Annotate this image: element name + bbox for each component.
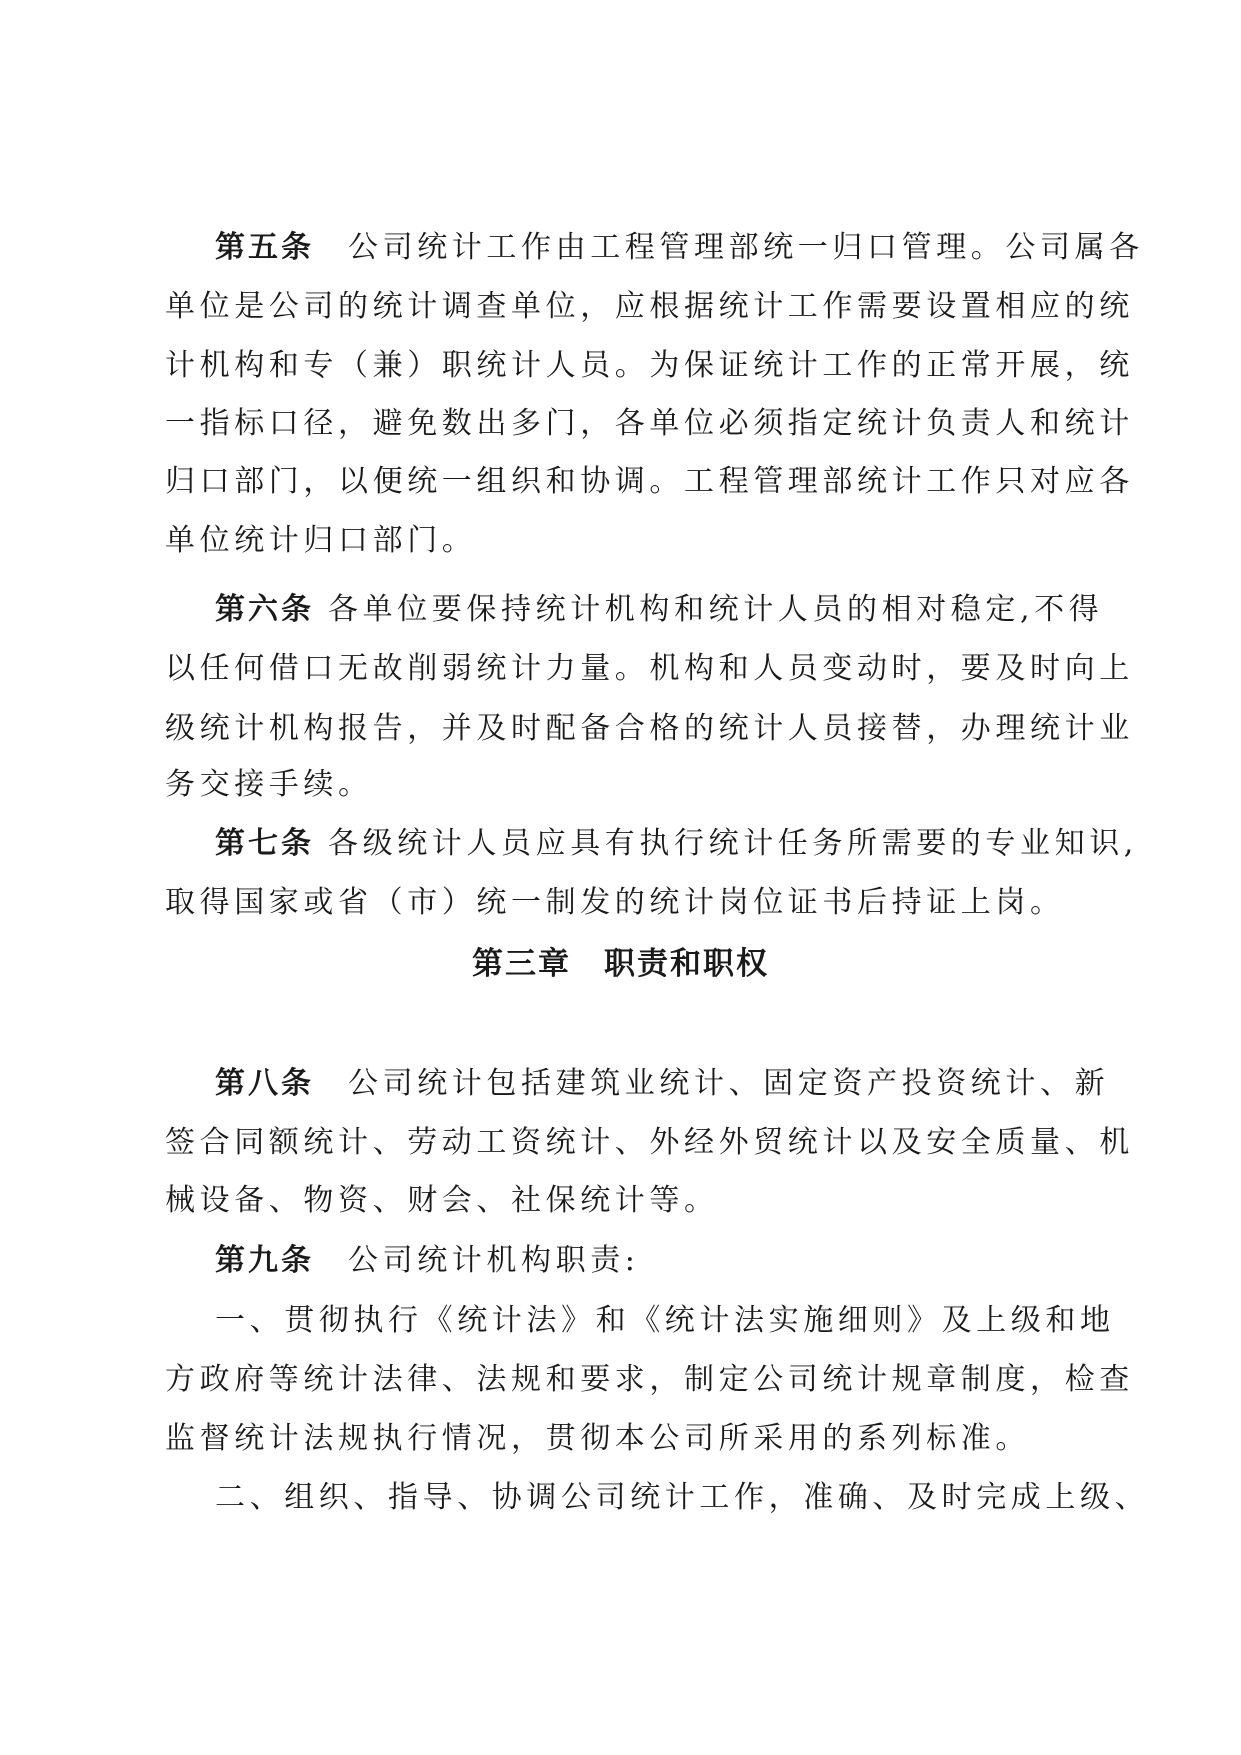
article-9-item-1-line-2: 方政府等统计法律、法规和要求，制定公司统计规章制度，检查 bbox=[165, 1362, 1134, 1397]
article-8-text-1: 公司统计包括建筑业统计、固定资产投资统计、新 bbox=[348, 1066, 1110, 1101]
article-6-line-2: 以任何借口无故削弱统计力量。机构和人员变动时，要及时向上 bbox=[165, 651, 1134, 686]
article-6-line-1 bbox=[215, 590, 1104, 630]
article-7-line-2: 取得国家或省（市）统一制发的统计岗位证书后持证上岗。 bbox=[165, 885, 1065, 920]
chapter-3-title: 第三章 职责和职权 bbox=[472, 946, 769, 982]
article-5-line-1 bbox=[215, 228, 1144, 268]
article-5-line-2: 单位是公司的统计调查单位，应根据统计工作需要设置相应的统 bbox=[165, 289, 1134, 324]
article-6-label: 第六条 bbox=[215, 592, 314, 627]
article-9-text-1: 公司统计机构职责: bbox=[348, 1243, 640, 1278]
article-9-item-2-line-1: 二、组织、指导、协调公司统计工作，准确、及时完成上级、 bbox=[215, 1480, 1150, 1515]
article-5-label: 第五条 bbox=[215, 230, 314, 265]
article-6-line-3: 级统计机构报告，并及时配备合格的统计人员接替，办理统计业 bbox=[165, 711, 1134, 746]
article-5-line-3: 计机构和专（兼）职统计人员。为保证统计工作的正常开展，统 bbox=[165, 348, 1134, 383]
article-5-line-5: 归口部门，以便统一组织和协调。工程管理部统计工作只对应各 bbox=[165, 464, 1134, 499]
article-5-line-4: 一指标口径，避免数出多门，各单位必须指定统计负责人和统计 bbox=[165, 406, 1134, 441]
article-9-item-1-line-3: 监督统计法规执行情况，贯彻本公司所采用的系列标准。 bbox=[165, 1421, 1030, 1456]
article-7-text-1: 各级统计人员应具有执行统计任务所需要的专业知识, bbox=[328, 826, 1138, 861]
article-8-line-2: 签合同额统计、劳动工资统计、外经外贸统计以及安全质量、机 bbox=[165, 1125, 1134, 1160]
article-6-line-4: 务交接手续。 bbox=[165, 767, 373, 802]
article-7-line-1 bbox=[215, 824, 1138, 864]
article-8-line-1 bbox=[215, 1064, 1110, 1104]
article-6-text-1: 各单位要保持统计机构和统计人员的相对稳定,不得 bbox=[328, 592, 1104, 627]
article-5-text-1: 公司统计工作由工程管理部统一归口管理。公司属各 bbox=[348, 230, 1144, 265]
article-7-label: 第七条 bbox=[215, 826, 314, 861]
article-9-line-1 bbox=[215, 1241, 1085, 1281]
article-5-line-6: 单位统计归口部门。 bbox=[165, 523, 477, 558]
article-8-label: 第八条 bbox=[215, 1066, 314, 1101]
article-8-line-3: 械设备、物资、财会、社保统计等。 bbox=[165, 1183, 719, 1218]
article-9-label: 第九条 bbox=[215, 1243, 314, 1278]
article-9-item-1-line-1: 一、贯彻执行《统计法》和《统计法实施细则》及上级和地 bbox=[215, 1303, 1115, 1338]
